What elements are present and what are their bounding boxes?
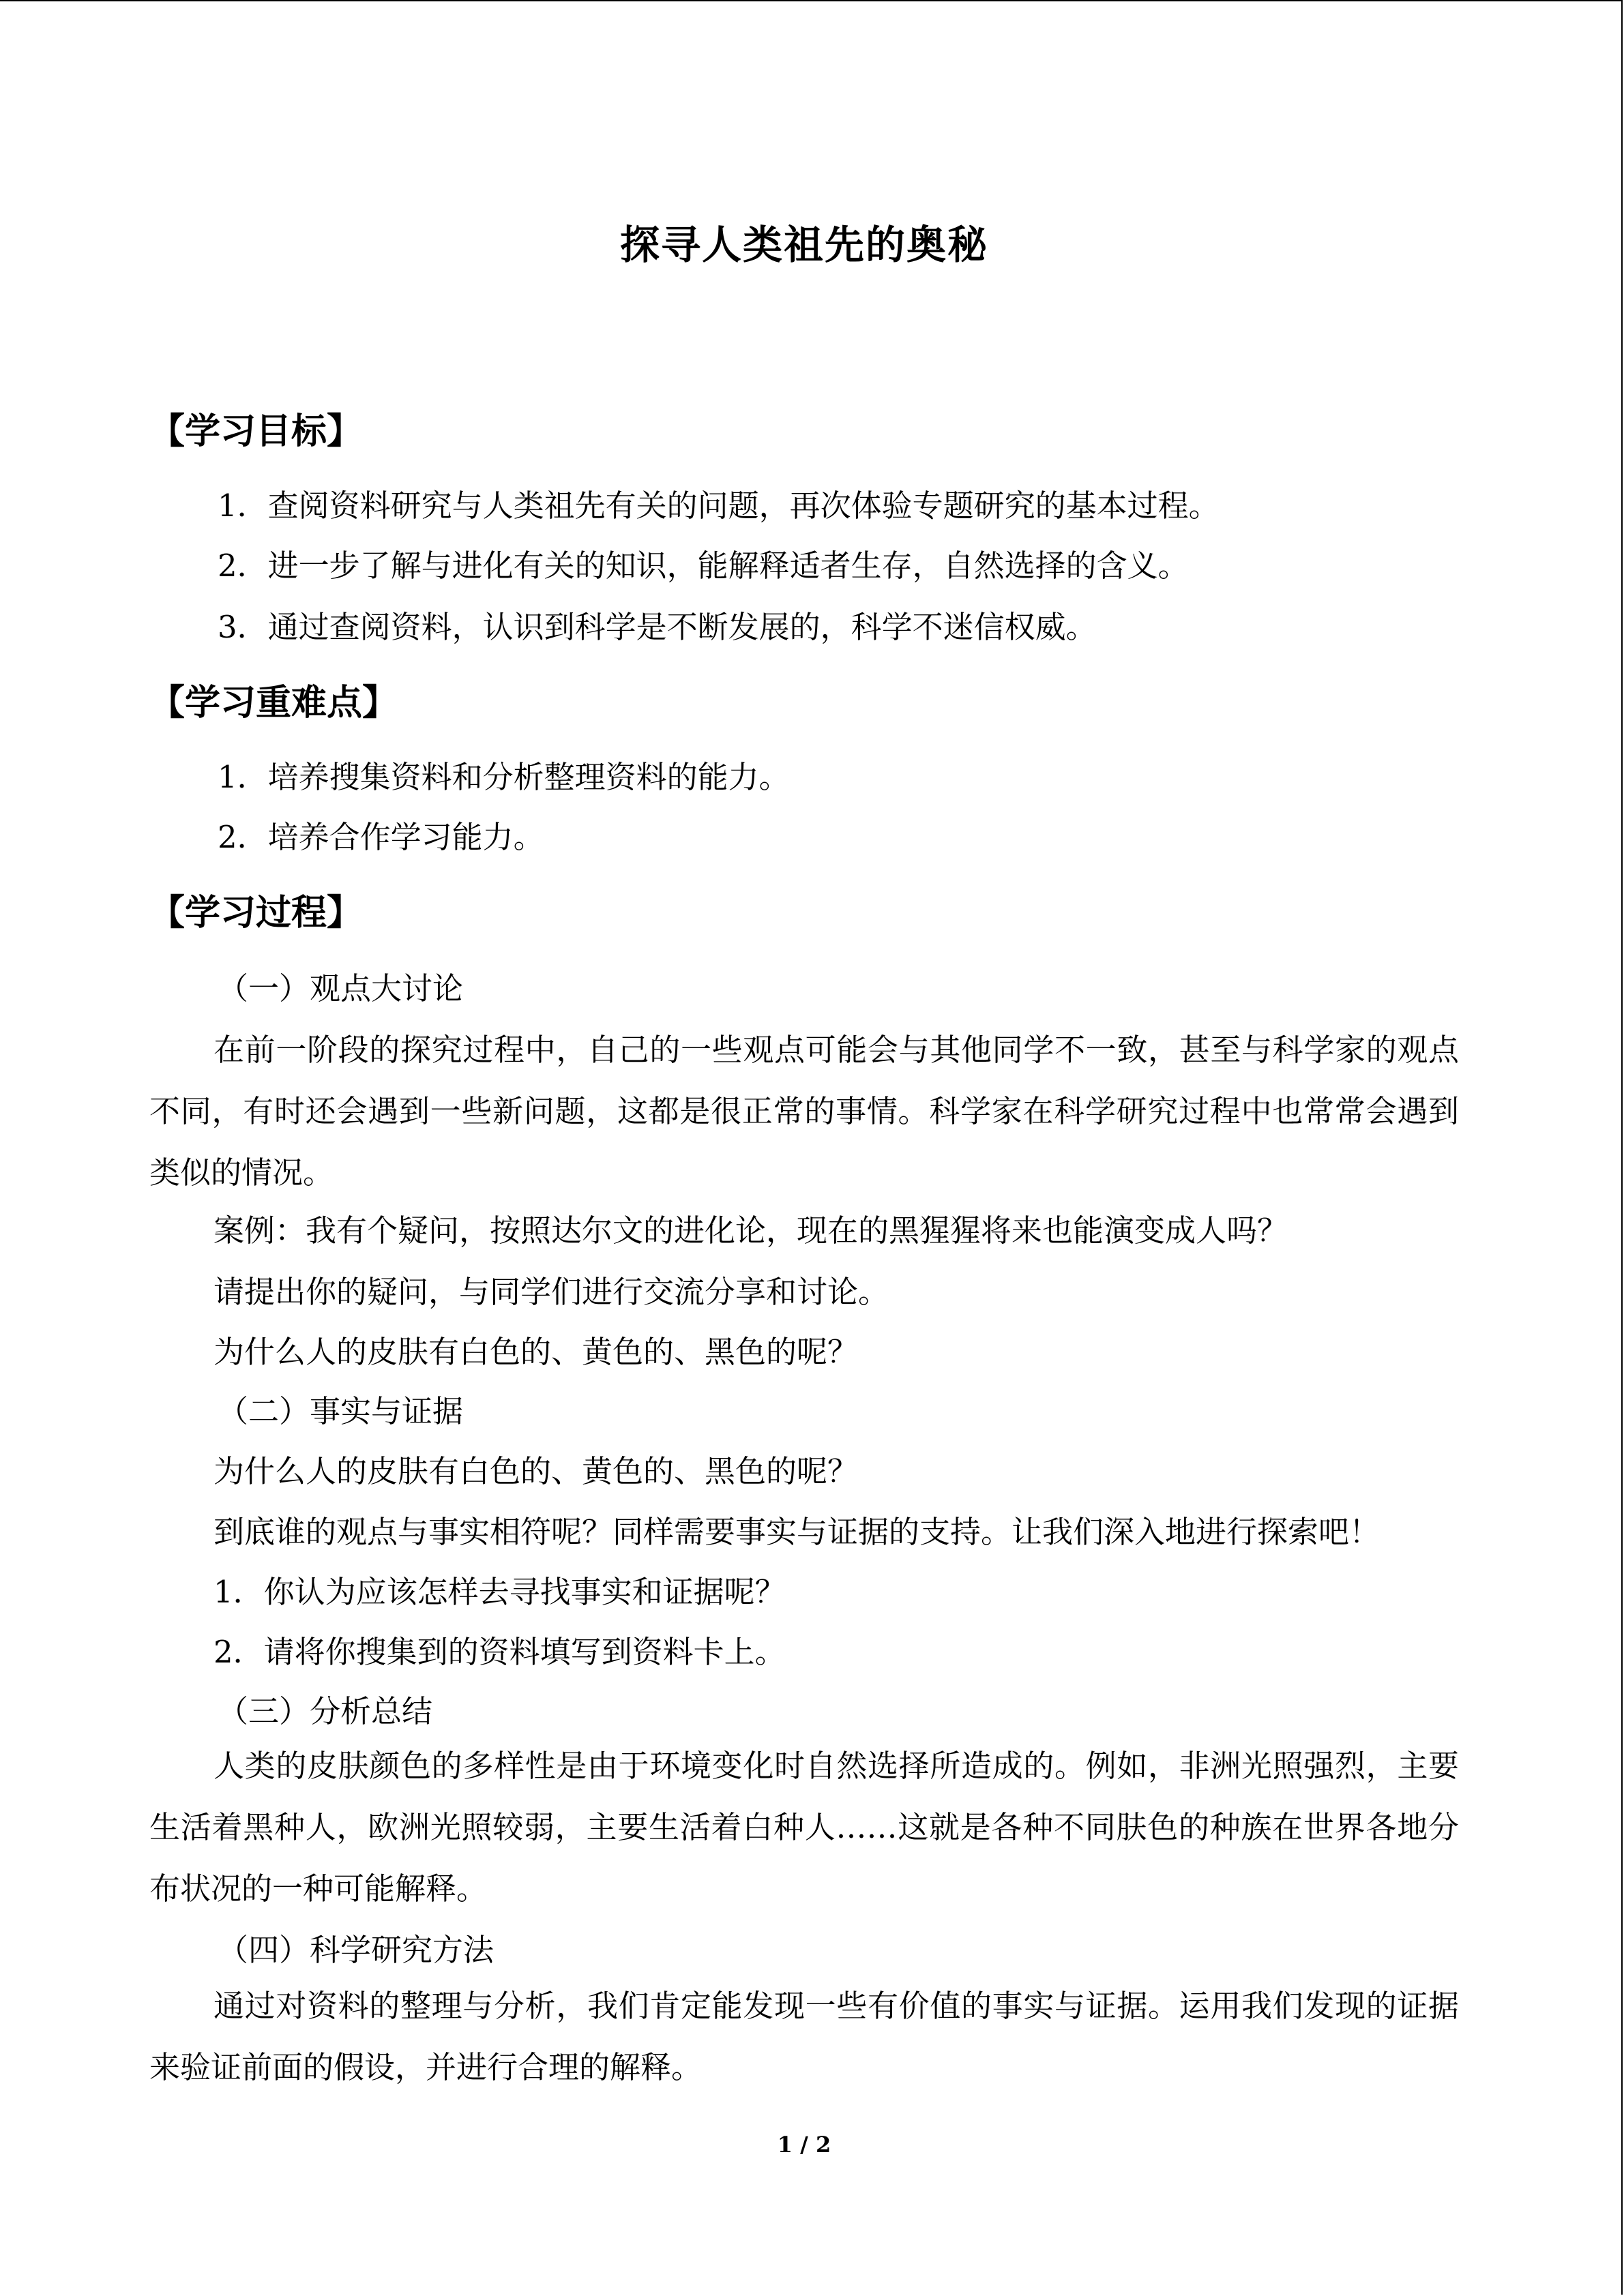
part1-question: 为什么人的皮肤有白色的、黄色的、黑色的呢？ [213, 1334, 859, 1370]
part1-case: 案例：我有个疑问，按照达尔文的进化论，现在的黑猩猩将来也能演变成人吗？ [213, 1212, 1288, 1249]
part2-item-1: 1．你认为应该怎样去寻找事实和证据呢？ [213, 1574, 786, 1610]
heading-process: 【学习过程】 [149, 893, 363, 934]
goal-item-2: 2．进一步了解与进化有关的知识，能解释适者生存，自然选择的含义。 [218, 548, 1189, 584]
key-point-item-1: 1．培养搜集资料和分析整理资料的能力。 [218, 759, 790, 795]
part1-ask: 请提出你的疑问，与同学们进行交流分享和讨论。 [213, 1274, 889, 1310]
part1-title: （一）观点大讨论 [218, 970, 464, 1007]
page-title: 探寻人类祖先的奥秘 [619, 222, 988, 268]
goal-item-1: 1．查阅资料研究与人类祖先有关的问题，再次体验专题研究的基本过程。 [218, 488, 1220, 524]
part2-question: 为什么人的皮肤有白色的、黄色的、黑色的呢？ [213, 1453, 859, 1489]
goal-item-3: 3．通过查阅资料，认识到科学是不断发展的，科学不迷信权威。 [218, 609, 1097, 645]
heading-key-points: 【学习重难点】 [149, 683, 398, 724]
part3-title: （三）分析总结 [218, 1693, 433, 1729]
part2-item-2: 2．请将你搜集到的资料填写到资料卡上。 [213, 1634, 786, 1670]
part4-paragraph: 通过对资料的整理与分析，我们肯定能发现一些有价值的事实与证据。运用我们发现的证据来验证前面的假设，并进行合理的解释。 [149, 1988, 1459, 2085]
part4-title: （四）科学研究方法 [218, 1932, 494, 1968]
page-number: 1 / 2 [777, 2132, 831, 2158]
part2-line: 到底谁的观点与事实相符呢？同样需要事实与证据的支持。让我们深入地进行探索吧！ [213, 1514, 1381, 1550]
heading-goals: 【学习目标】 [149, 411, 363, 452]
part3-paragraph: 人类的皮肤颜色的多样性是由于环境变化时自然选择所造成的。例如，非洲光照强烈，主要生活着黑种人，欧洲光照较弱，主要生活着白种人……这就是各种不同肤色的种族在世界各地分布状况的一种可能解释。 [149, 1748, 1459, 1907]
part1-paragraph: 在前一阶段的探究过程中，自己的一些观点可能会与其他同学不一致，甚至与科学家的观点不同，有时还会遇到一些新问题，这都是很正常的事情。科学家在科学研究过程中也常常会遇到类似的情况。 [149, 1032, 1459, 1191]
part2-title: （二）事实与证据 [218, 1393, 464, 1429]
key-point-item-2: 2．培养合作学习能力。 [218, 819, 544, 855]
